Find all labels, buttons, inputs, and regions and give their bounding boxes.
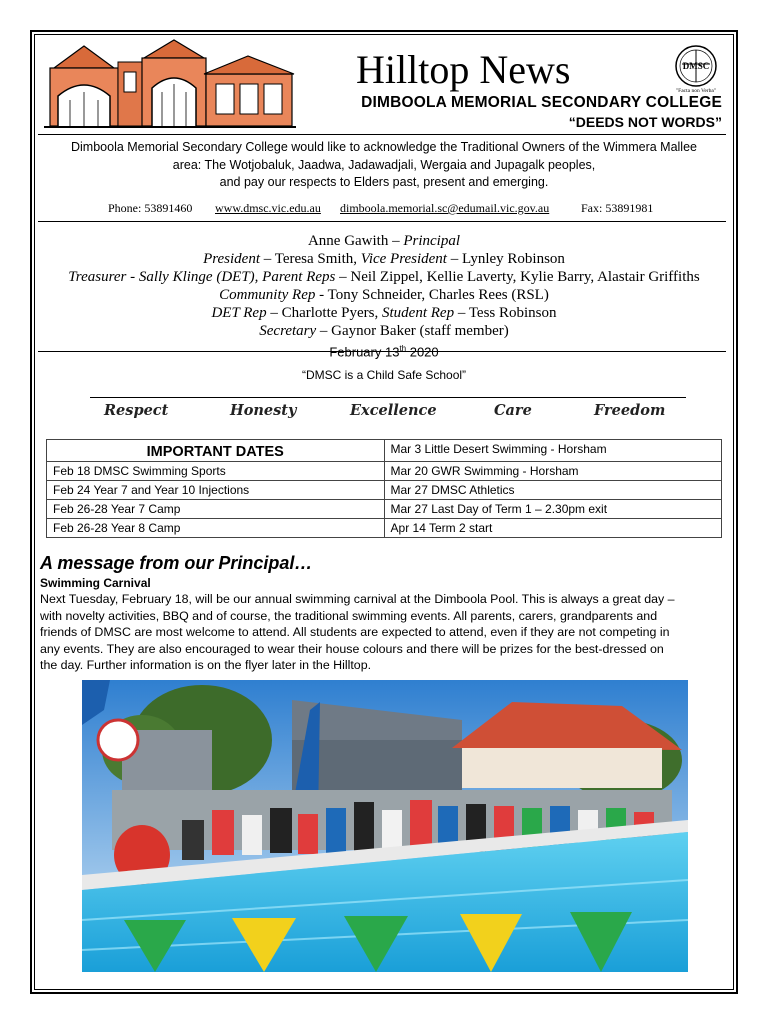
ack-line: and pay our respects to Elders past, present and emerging. <box>219 175 549 189</box>
date-cell: Mar 3 Little Desert Swimming - Horsham <box>384 440 721 462</box>
table-row <box>47 481 722 500</box>
body-line: with novelty activities, BBQ and of course, the traditional swimming events. All parents, carers, grandparents and <box>40 608 658 623</box>
child-safe-statement: “DMSC is a Child Safe School” <box>301 368 467 382</box>
table-row <box>47 500 722 519</box>
body-line: Next Tuesday, February 18, will be our annual swimming carnival at the Dimboola Pool. This is always a great day – <box>40 592 675 606</box>
swimming-carnival-photo <box>82 680 688 972</box>
important-dates-heading: IMPORTANT DATES <box>47 440 385 462</box>
header-divider <box>38 134 726 135</box>
date-cell: Mar 20 GWR Swimming - Horsham <box>384 462 721 481</box>
date-cell: Mar 27 Last Day of Term 1 – 2.30pm exit <box>384 500 721 519</box>
seal-text: DMSC <box>682 61 710 71</box>
body-line: any events. They are also encouraged to wear their house colours and there will be prizes for the best-dressed on <box>40 641 664 656</box>
issue-date: February 13th 2020 <box>329 344 439 360</box>
treasurer-line: Treasurer - Sally Klinge (DET), Parent Reps – Neil Zippel, Kellie Laverty, Kylie Barry, Alastair Griffiths <box>68 269 700 285</box>
value-freedom: Freedom <box>594 402 666 419</box>
school-building-illustration <box>44 38 296 132</box>
value-honesty: Honesty <box>230 402 297 419</box>
values-rule <box>90 397 686 398</box>
date-cell: Feb 26-28 Year 8 Camp <box>47 519 385 538</box>
college-name: DIMBOOLA MEMORIAL SECONDARY COLLEGE <box>361 94 722 111</box>
school-seal-logo <box>668 42 724 94</box>
date-cell: Mar 27 DMSC Athletics <box>384 481 721 500</box>
president-line: President – Teresa Smith, Vice President – Lynley Robinson <box>203 251 565 267</box>
email-link[interactable]: dimboola.memorial.sc@edumail.vic.gov.au <box>340 201 550 215</box>
contact-divider <box>38 221 726 222</box>
date-cell: Feb 24 Year 7 and Year 10 Injections <box>47 481 385 500</box>
acknowledgement-of-country <box>40 139 728 192</box>
fax-number: Fax: 53891981 <box>581 201 654 215</box>
det-line: DET Rep – Charlotte Pyers, Student Rep – Tess Robinson <box>211 305 557 321</box>
principal-message-heading: A message from our Principal… <box>40 553 313 573</box>
website-link[interactable]: www.dmsc.vic.edu.au <box>215 201 321 215</box>
college-motto: “DEEDS NOT WORDS” <box>568 114 722 130</box>
date-cell: Apr 14 Term 2 start <box>384 519 721 538</box>
body-line: friends of DMSC are most welcome to attend. All students are expected to attend, even if they are not competing in <box>40 625 670 640</box>
value-care: Care <box>494 402 532 419</box>
ack-line: Dimboola Memorial Secondary College would like to acknowledge the Traditional Owners of the Wimmera Mallee <box>71 140 697 154</box>
secretary-line: Secretary – Gaynor Baker (staff member) <box>259 323 509 339</box>
community-line: Community Rep - Tony Schneider, Charles Rees (RSL) <box>219 287 549 303</box>
ack-line: area: The Wotjobaluk, Jaadwa, Jadawadjali, Wergaia and Jupagalk peoples, <box>172 157 596 172</box>
phone-number: Phone: 53891460 <box>108 201 193 215</box>
value-excellence: Excellence <box>350 402 437 419</box>
staff-listing <box>40 232 728 361</box>
newsletter-title: Hilltop News <box>356 47 571 92</box>
date-cell: Feb 18 DMSC Swimming Sports <box>47 462 385 481</box>
table-row <box>47 440 722 462</box>
principal-line: Anne Gawith – Principal <box>307 233 461 249</box>
seal-motto: "Facta non Verba" <box>675 88 717 94</box>
principal-message-body <box>40 591 726 674</box>
body-line: the day. Further information is on the flyer later in the Hilltop. <box>40 658 372 673</box>
value-respect: Respect <box>104 402 169 419</box>
swimming-carnival-subheading: Swimming Carnival <box>40 576 151 590</box>
important-dates-table <box>46 439 722 538</box>
table-row <box>47 462 722 481</box>
staff-divider <box>38 351 726 352</box>
table-row <box>47 519 722 538</box>
date-cell: Feb 26-28 Year 7 Camp <box>47 500 385 519</box>
